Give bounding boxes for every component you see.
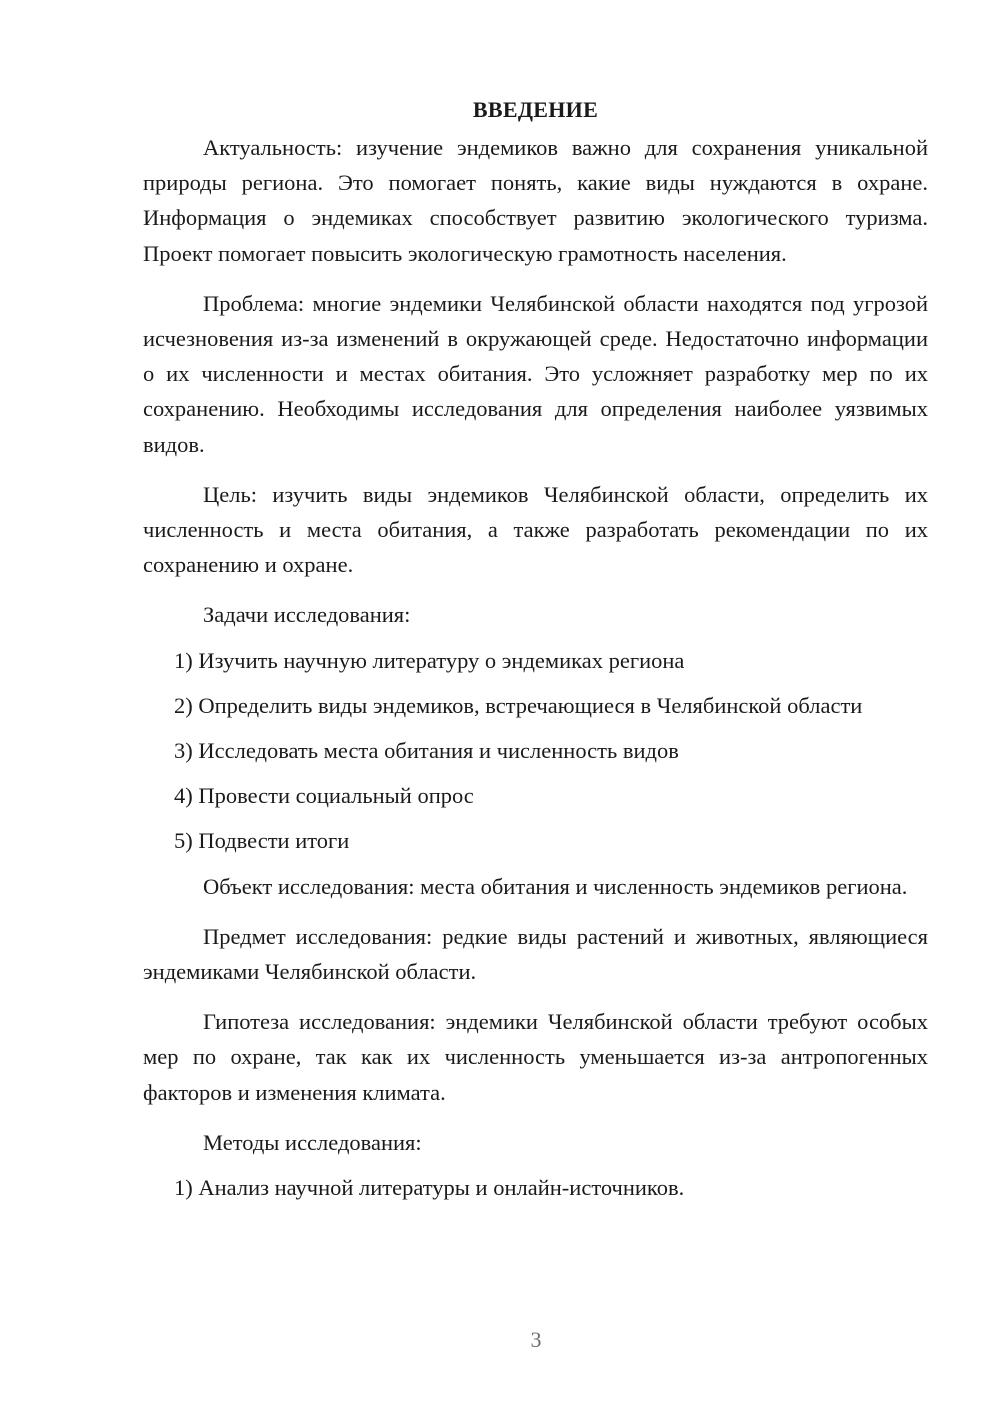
methods-title: Методы исследования: xyxy=(203,1129,422,1155)
problem-paragraph: Проблема: многие эндемики Челябинской области находятся под угрозой исчезновения из-за изменений в окружающей среде. Недостаточно информации о их численности и местах обитания. Это усложняет разработку мер по их сохранению. Необходимы исследования для определения наиболее уязвимых видов. xyxy=(143,290,928,457)
method-item: 1) Анализ научной литературы и онлайн-источников. xyxy=(174,1175,685,1201)
hypothesis-paragraph: Гипотеза исследования: эндемики Челябинской области требуют особых мер по охране, так как их численность уменьшается из-за антропогенных факторов и изменения климата. xyxy=(143,1009,928,1105)
section-heading: ВВЕДЕНИЕ xyxy=(472,97,599,122)
task-item: 1) Изучить научную литературу о эндемиках региона xyxy=(174,647,685,673)
page-number: 3 xyxy=(530,1327,542,1352)
subject-paragraph: Предмет исследования: редкие виды растений и животных, являющиеся эндемиками Челябинской области. xyxy=(143,923,928,985)
task-item: 3) Исследовать места обитания и численность видов xyxy=(174,738,679,764)
task-item: 4) Провести социальный опрос xyxy=(174,783,474,809)
document-page xyxy=(143,92,928,1215)
goal-paragraph: Цель: изучить виды эндемиков Челябинской области, определить их численность и места обитания, а также разработать рекомендации по их сохранению и охране. xyxy=(143,481,928,578)
relevance-paragraph: Актуальность: изучение эндемиков важно для сохранения уникальной природы региона. Это помогает понять, какие виды нуждаются в охране. Информация о эндемиках способствует развитию экологического туризма. Проект помогает повысить экологическую грамотность населения. xyxy=(143,135,928,266)
object-paragraph: Объект исследования: места обитания и численность эндемиков региона. xyxy=(203,873,908,899)
tasks-title: Задачи исследования: xyxy=(203,602,411,628)
task-item: 2) Определить виды эндемиков, встречающиеся в Челябинской области xyxy=(174,692,863,718)
task-item: 5) Подвести итоги xyxy=(174,828,350,854)
